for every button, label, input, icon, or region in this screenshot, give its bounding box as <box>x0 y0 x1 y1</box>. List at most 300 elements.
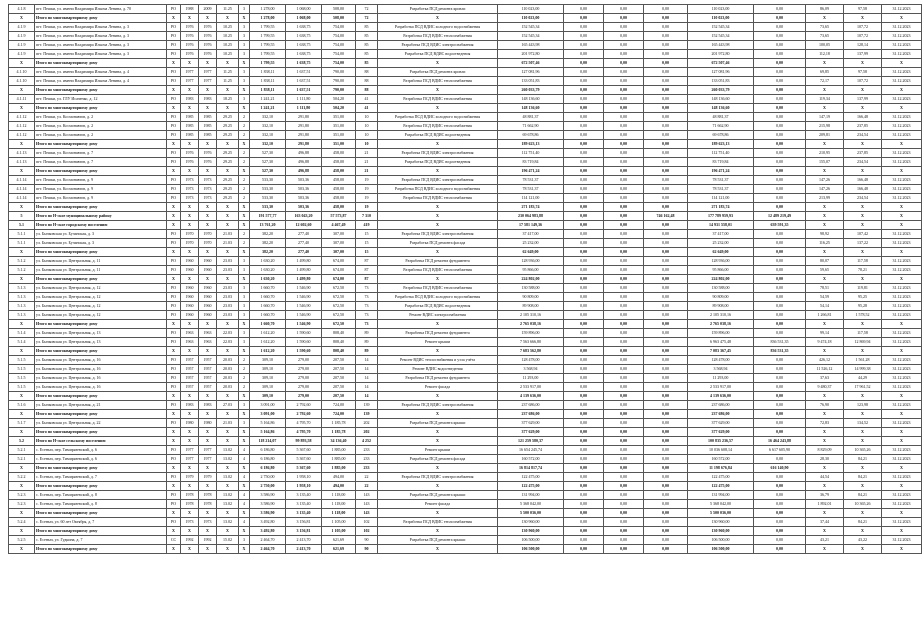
table-cell: 1 660,70 <box>250 302 286 311</box>
table-cell: X <box>844 320 882 329</box>
table-cell: 0,00 <box>644 176 688 185</box>
table-cell: 279,00 <box>286 392 322 401</box>
table-cell: 5.1.4 <box>9 338 35 347</box>
table-cell: 41 <box>356 104 378 113</box>
table-cell: 5.1.5 <box>9 374 35 383</box>
table-cell: 0,00 <box>604 392 644 401</box>
table-cell: 0,00 <box>564 320 604 329</box>
table-cell: 0,00 <box>564 437 604 446</box>
table-cell: X <box>844 104 882 113</box>
address-cell: Итого по многоквартирному дому <box>35 509 167 518</box>
table-cell: X <box>167 464 181 473</box>
address-cell: пгт. Пешки, ул. Космонавтов, д. 9 <box>35 176 167 185</box>
table-cell: 31.12.2023 <box>882 23 922 32</box>
table-cell: X <box>239 545 250 554</box>
table-cell: 1957 <box>181 383 199 392</box>
table-cell: 672,50 <box>322 302 356 311</box>
table-cell: 2 <box>239 176 250 185</box>
table-cell: 377 629,00 <box>498 428 564 437</box>
table-cell: 0,00 <box>644 455 688 464</box>
table-cell: X <box>844 248 882 257</box>
table-cell: X <box>181 410 199 419</box>
table-cell: 496,88 <box>286 149 322 158</box>
table-row <box>9 293 922 302</box>
table-cell: 29.25 <box>217 194 239 203</box>
table-row <box>9 230 922 239</box>
table-cell: 672 507,46 <box>688 59 754 68</box>
address-cell: с. Есеныч, пер. Тимирязевский, д. 8 <box>35 491 167 500</box>
table-cell: X <box>806 320 844 329</box>
table-cell: РО <box>167 284 181 293</box>
table-cell: 10.25 <box>217 32 239 41</box>
table-cell: 5.1.2 <box>9 266 35 275</box>
table-cell: 0,00 <box>644 59 688 68</box>
table-cell: 0,00 <box>754 140 806 149</box>
work-type-cell: Ремонт ВДИС теплоснабжения и узла учёта <box>378 356 498 365</box>
table-cell: 0,00 <box>754 230 806 239</box>
table-cell: 0,00 <box>754 473 806 482</box>
table-cell: 5 368 042,00 <box>688 500 754 509</box>
address-cell: ул. Бычковская ул. Центральная, д. 16 <box>35 383 167 392</box>
table-cell: 2 <box>239 131 250 140</box>
table-cell: 458,00 <box>322 176 356 185</box>
table-cell: 34 136,40 <box>322 437 356 446</box>
table-cell: 1 546,90 <box>286 302 322 311</box>
subtotal-row <box>9 248 922 257</box>
table-cell: 1977 <box>181 68 199 77</box>
table-cell: X <box>217 221 239 230</box>
table-cell: СС <box>167 536 181 545</box>
table-cell: 4.1.14 <box>9 185 35 194</box>
table-cell: 14 931 558,01 <box>688 221 754 230</box>
table-cell: 5 367,60 <box>286 464 322 473</box>
table-cell: X <box>167 482 181 491</box>
table-cell: 0,00 <box>604 536 644 545</box>
table-cell: 110 023,00 <box>688 14 754 23</box>
table-cell: 1963 <box>199 329 217 338</box>
table-cell: 672,50 <box>322 320 356 329</box>
table-cell: 84,21 <box>844 491 882 500</box>
table-cell: 11 293,00 <box>498 374 564 383</box>
table-cell: 0,00 <box>604 275 644 284</box>
table-cell: 1970 <box>181 230 199 239</box>
work-type-cell: Ремонт крыши <box>378 446 498 455</box>
table-cell: 80,07 <box>806 257 844 266</box>
table-cell: 0,00 <box>564 230 604 239</box>
table-cell: 112 751,40 <box>498 149 564 158</box>
table-cell: X <box>882 410 922 419</box>
table-cell: 508,00 <box>322 5 356 14</box>
table-cell: 1963 <box>199 338 217 347</box>
table-cell: 0,00 <box>604 329 644 338</box>
table-cell: 1960 <box>181 266 199 275</box>
table-cell: 0,00 <box>644 518 688 527</box>
table-cell: 7 310 <box>356 212 378 221</box>
table-cell: 0,00 <box>564 203 604 212</box>
table-cell: 332,10 <box>250 122 286 131</box>
table-cell: 5.1.2 <box>9 257 35 266</box>
table-cell: 3 <box>239 41 250 50</box>
table-cell: 69,85 <box>806 68 844 77</box>
table-cell: 790,00 <box>322 77 356 86</box>
table-cell: X <box>9 464 35 473</box>
table-cell: 20.03 <box>217 356 239 365</box>
table-row <box>9 329 922 338</box>
table-cell: 201 972,80 <box>498 50 564 59</box>
table-cell: X <box>239 428 250 437</box>
table-cell: 5.2 <box>9 437 35 446</box>
table-cell: 5.1 <box>9 221 35 230</box>
table-cell: РО <box>167 23 181 32</box>
table-cell: 0,00 <box>644 221 688 230</box>
table-cell: 1980 <box>199 419 217 428</box>
table-cell: 1957 <box>199 374 217 383</box>
table-cell: 31.12.2023 <box>882 284 922 293</box>
table-cell: X <box>882 86 922 95</box>
table-cell: 4.1.12 <box>9 131 35 140</box>
table-cell: 419 <box>356 221 378 230</box>
table-cell: 0,00 <box>644 347 688 356</box>
table-cell: 31.12.2023 <box>882 95 922 104</box>
table-cell: 137,22 <box>844 239 882 248</box>
table-cell: 87 <box>356 257 378 266</box>
table-cell: X <box>181 203 199 212</box>
table-cell: 160 572,00 <box>688 455 754 464</box>
table-cell: 207,50 <box>322 392 356 401</box>
table-cell: 271 183,74 <box>498 203 564 212</box>
table-cell: 279,00 <box>286 383 322 392</box>
table-cell: 0,00 <box>564 311 604 320</box>
table-cell: 85 <box>356 23 378 32</box>
table-cell: 21.03 <box>217 230 239 239</box>
table-cell: 3 <box>239 311 250 320</box>
table-row <box>9 374 922 383</box>
table-cell: 1 590,60 <box>286 329 322 338</box>
table-cell: 78 531,37 <box>688 176 754 185</box>
table-cell: 3 091,00 <box>250 401 286 410</box>
table-cell: 260 033,79 <box>498 86 564 95</box>
table-cell: 31.12.2023 <box>882 311 922 320</box>
table-cell: 754,00 <box>322 23 356 32</box>
table-cell: 377 629,00 <box>688 428 754 437</box>
table-cell: 5.1.3 <box>9 302 35 311</box>
table-cell: 0,00 <box>754 491 806 500</box>
table-cell: 458,00 <box>322 167 356 176</box>
table-cell: X <box>806 212 844 221</box>
work-type-cell: X <box>378 527 498 536</box>
table-cell: 1977 <box>181 77 199 86</box>
table-cell: X <box>217 203 239 212</box>
address-cell: ул. Бычковская ул. Центральная, д. 22 <box>35 419 167 428</box>
table-cell: 0,00 <box>604 257 644 266</box>
address-cell: ул. Бычковская ул. Центральная, д. 12 <box>35 302 167 311</box>
table-cell: X <box>167 212 181 221</box>
table-cell: 0,00 <box>754 59 806 68</box>
table-cell: 808,40 <box>322 347 356 356</box>
subtotal-row <box>9 14 922 23</box>
table-cell: 0,00 <box>644 293 688 302</box>
table-cell: X <box>181 167 199 176</box>
table-cell: 11.25 <box>217 77 239 86</box>
table-cell: 0,00 <box>564 275 604 284</box>
table-cell: 0,00 <box>644 131 688 140</box>
table-cell: 31.12.2023 <box>882 68 922 77</box>
table-cell: 0,00 <box>644 383 688 392</box>
work-type-cell: Разработка ПСД ВДИС теплоснабжения <box>378 32 498 41</box>
address-cell: ул. Бычковская ул. Центральная, д. 12 <box>35 284 167 293</box>
work-type-cell: Разработка ПСД ремонта фундамента <box>378 257 498 266</box>
table-cell: 1 638,75 <box>286 23 322 32</box>
table-cell: РО <box>167 131 181 140</box>
table-cell: 2 533 917,00 <box>498 383 564 392</box>
table-cell: 0,00 <box>604 203 644 212</box>
table-cell: X <box>217 104 239 113</box>
table-cell: X <box>199 527 217 536</box>
table-cell: 0,00 <box>754 32 806 41</box>
table-cell: 1973 <box>199 518 217 527</box>
table-cell: 1960 <box>199 293 217 302</box>
table-cell: 2 413,70 <box>286 545 322 554</box>
table-cell: 1 546,90 <box>286 320 322 329</box>
table-cell: 54,14 <box>806 302 844 311</box>
address-cell: пгт. Пешки, ул. имени Владимира Ильича Ленина, д. 3 <box>35 23 167 32</box>
table-cell: 1 630,20 <box>250 266 286 275</box>
table-cell: 57 573,87 <box>322 212 356 221</box>
table-cell: 0,00 <box>564 32 604 41</box>
table-cell: 496,88 <box>286 167 322 176</box>
table-cell: 260 033,79 <box>688 86 754 95</box>
table-cell: 31.12.2023 <box>882 329 922 338</box>
table-cell: X <box>9 320 35 329</box>
address-cell: пгт. Пешки, ул. Космонавтов, д. 9 <box>35 185 167 194</box>
table-cell: 1 278,00 <box>250 5 286 14</box>
table-cell: 377 629,00 <box>688 419 754 428</box>
table-cell: X <box>199 320 217 329</box>
table-cell: 1 590,60 <box>286 338 322 347</box>
table-cell: 0,00 <box>644 509 688 518</box>
table-cell: 0,00 <box>564 356 604 365</box>
subtotal-row <box>9 410 922 419</box>
table-cell: 4.1.10 <box>9 68 35 77</box>
table-cell: 29.25 <box>217 149 239 158</box>
table-cell: 1 958,10 <box>286 473 322 482</box>
table-cell: 1 630,20 <box>250 275 286 284</box>
table-cell: 1973 <box>181 194 199 203</box>
table-cell: 1957 <box>181 365 199 374</box>
table-cell: 0,00 <box>644 257 688 266</box>
table-cell: 3 <box>239 302 250 311</box>
table-cell: 291,80 <box>286 140 322 149</box>
table-cell: 110 023,00 <box>498 5 564 14</box>
table-cell: 0,00 <box>644 527 688 536</box>
table-cell: 672,50 <box>322 284 356 293</box>
table-cell: 0,00 <box>754 455 806 464</box>
table-cell: X <box>844 428 882 437</box>
table-cell: 0,00 <box>604 473 644 482</box>
table-cell: 1979 <box>181 473 199 482</box>
table-cell: 0,00 <box>604 86 644 95</box>
table-cell: 71 662,90 <box>498 122 564 131</box>
table-row <box>9 23 922 32</box>
work-type-cell: X <box>378 437 498 446</box>
table-cell: 0,00 <box>754 410 806 419</box>
table-cell: 0,00 <box>754 383 806 392</box>
table-cell: 48 881,37 <box>498 113 564 122</box>
table-cell: 2 <box>239 356 250 365</box>
table-cell: 5.1.5 <box>9 356 35 365</box>
table-cell: 0,00 <box>564 527 604 536</box>
table-cell: 0,00 <box>644 491 688 500</box>
table-cell: 0,00 <box>644 338 688 347</box>
table-cell: 234,54 <box>844 194 882 203</box>
table-cell: 1983 <box>181 401 199 410</box>
table-cell: 0,00 <box>754 23 806 32</box>
work-type-cell: Разработка ПСД ВДИС водоотведения <box>378 131 498 140</box>
table-cell: 2 <box>239 149 250 158</box>
address-cell: ул. Бычковская ул. Центральная, д. 13 <box>35 329 167 338</box>
address-cell: пгт. Пешки, ул. имени Владимира Ильича Ленина, д. 3 <box>35 32 167 41</box>
table-cell: 1977 <box>199 446 217 455</box>
table-cell: 189 623,13 <box>498 140 564 149</box>
table-cell: X <box>844 203 882 212</box>
table-row <box>9 536 922 545</box>
table-cell: 790,00 <box>322 86 356 95</box>
table-cell: 0,00 <box>644 122 688 131</box>
table-cell: 1977 <box>181 446 199 455</box>
table-cell: 137,99 <box>844 50 882 59</box>
table-cell: X <box>844 221 882 230</box>
table-cell: 166,48 <box>844 176 882 185</box>
table-cell: 1 660,70 <box>250 293 286 302</box>
table-cell: 0,00 <box>644 167 688 176</box>
table-row <box>9 176 922 185</box>
table-cell: 0,00 <box>564 491 604 500</box>
table-cell: РО <box>167 50 181 59</box>
table-cell: 1 885,00 <box>322 446 356 455</box>
table-row <box>9 302 922 311</box>
table-cell: 0,00 <box>644 32 688 41</box>
address-cell: ул. Бычковская ул. Центральная, д. 16 <box>35 356 167 365</box>
table-cell: X <box>181 140 199 149</box>
table-cell: X <box>844 437 882 446</box>
table-cell: 1970 <box>199 239 217 248</box>
table-cell: 207,50 <box>322 356 356 365</box>
table-cell: 207,50 <box>322 383 356 392</box>
table-cell: РО <box>167 176 181 185</box>
work-type-cell: Ремонт крыши <box>378 338 498 347</box>
table-cell: X <box>181 221 199 230</box>
address-cell: Итого по многоквартирному дому <box>35 347 167 356</box>
subtotal-row <box>9 104 922 113</box>
table-cell: 3 568,94 <box>688 365 754 374</box>
table-cell: РО <box>167 257 181 266</box>
table-cell: 277,40 <box>286 248 322 257</box>
table-cell: X <box>844 14 882 23</box>
table-cell: 31.12.2023 <box>882 239 922 248</box>
table-cell: 152 545,34 <box>688 32 754 41</box>
table-cell: X <box>167 86 181 95</box>
table-cell: 29.25 <box>217 176 239 185</box>
subtotal-row <box>9 545 922 554</box>
work-type-cell: X <box>378 392 498 401</box>
table-cell: X <box>199 464 217 473</box>
table-cell: 1973 <box>181 176 199 185</box>
table-cell: 130 960,00 <box>688 518 754 527</box>
table-cell: X <box>199 428 217 437</box>
table-cell: 5 367,60 <box>286 446 322 455</box>
work-type-cell: X <box>378 275 498 284</box>
address-cell: ул. Бычковская ул. Центральная, д. 11 <box>35 257 167 266</box>
table-cell: 0,00 <box>604 131 644 140</box>
table-cell: РО <box>167 365 181 374</box>
table-cell: 31.12.2023 <box>882 266 922 275</box>
table-cell: X <box>217 248 239 257</box>
table-cell: 3 492,80 <box>250 518 286 527</box>
table-cell: 3 <box>239 5 250 14</box>
table-cell: 18.25 <box>217 95 239 104</box>
table-cell: 22 <box>356 482 378 491</box>
table-cell: 3 <box>239 401 250 410</box>
table-cell: 291,80 <box>286 113 322 122</box>
table-cell: 277,40 <box>286 230 322 239</box>
table-cell: 533,30 <box>250 185 286 194</box>
table-cell: X <box>882 320 922 329</box>
table-cell: 4 <box>239 491 250 500</box>
table-cell: X <box>167 275 181 284</box>
table-cell: X <box>199 212 217 221</box>
table-cell: 0,00 <box>644 392 688 401</box>
table-cell: 1973 <box>199 194 217 203</box>
table-cell: 0,00 <box>754 266 806 275</box>
table-cell: 31.12.2023 <box>882 293 922 302</box>
table-cell: 1 630,20 <box>250 257 286 266</box>
table-cell: X <box>806 428 844 437</box>
address-cell: пгт. Пешки, ул. имени Владимира Ильича Ленина, д. 70 <box>35 5 167 14</box>
table-cell: 0,00 <box>604 374 644 383</box>
table-cell: 5.1.1 <box>9 239 35 248</box>
table-cell: 2 <box>239 374 250 383</box>
table-cell: X <box>806 140 844 149</box>
table-cell: 1977 <box>199 77 217 86</box>
table-cell: X <box>181 320 199 329</box>
table-cell: 1 266,81 <box>806 311 844 320</box>
table-cell: 224 802,00 <box>498 275 564 284</box>
table-cell: 73 <box>356 320 378 329</box>
work-type-cell: X <box>378 347 498 356</box>
table-row <box>9 455 922 464</box>
table-cell: 1977 <box>199 68 217 77</box>
work-type-cell: Разработка ПСД ВДИС электроснабжения <box>378 473 498 482</box>
address-cell: ул. Бычковская ул. Центральная, д. 11 <box>35 266 167 275</box>
table-cell: 19 <box>356 203 378 212</box>
table-cell: 0,00 <box>644 113 688 122</box>
address-cell: пгт. Пешки, ул. Космонавтов, д. 2 <box>35 122 167 131</box>
table-cell: 0,00 <box>564 86 604 95</box>
table-cell: 0,00 <box>564 158 604 167</box>
table-cell: 143 <box>356 500 378 509</box>
table-cell: 29.25 <box>217 158 239 167</box>
table-cell: X <box>217 59 239 68</box>
table-cell: 31.12.2023 <box>882 374 922 383</box>
table-cell: 1970 <box>199 230 217 239</box>
table-cell: X <box>239 59 250 68</box>
table-cell: 3 135,40 <box>286 509 322 518</box>
table-cell: 503,36 <box>286 176 322 185</box>
table-cell: РО <box>167 356 181 365</box>
work-type-cell: Ремонт фасада <box>378 383 498 392</box>
table-cell: РО <box>167 401 181 410</box>
table-cell: РО <box>167 446 181 455</box>
